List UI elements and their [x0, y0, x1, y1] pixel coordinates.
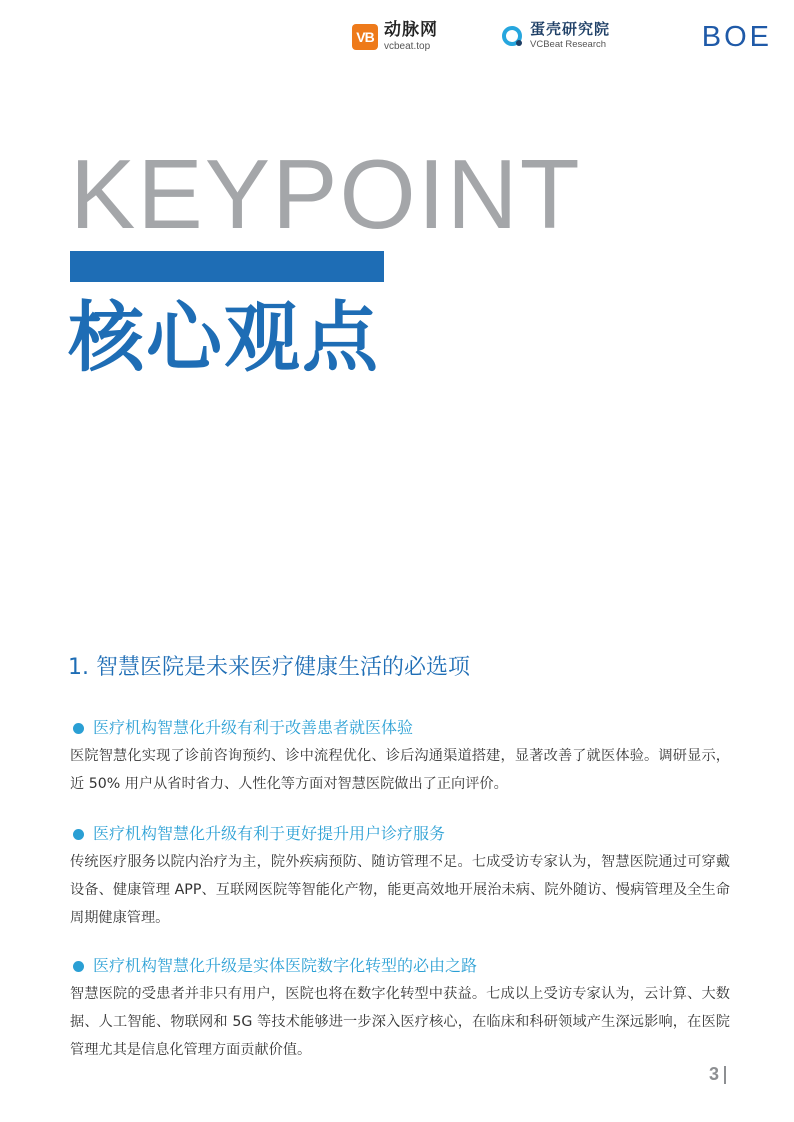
page-number-separator: [724, 1066, 726, 1084]
page-number-value: 3: [709, 1064, 720, 1084]
vcbeat-logo: [352, 22, 438, 52]
research-english-name: VCBeat Research: [530, 39, 607, 50]
keypoint-title: KEYPOINT: [70, 139, 582, 249]
vcbeat-research-logo: [500, 22, 610, 50]
research-logo-icon: [500, 24, 524, 48]
boe-logo: BOE: [701, 21, 772, 53]
keypoint-item-1: [70, 716, 730, 798]
header-logos: [352, 18, 772, 58]
keypoint-subtitle: [70, 954, 730, 978]
research-name: 蛋壳研究院: [530, 20, 611, 38]
keypoint-subtitle: [70, 716, 730, 740]
keypoint-item-2: [70, 822, 730, 932]
keypoint-body: 医院智慧化实现了诊前咨询预约、诊中流程优化、诊后沟通渠道搭建，显著改善了就医体验。调研显示，近 50% 用户从省时省力、人性化等方面对智慧医院做出了正向评价。: [70, 748, 730, 792]
keypoint-subtitle: [70, 822, 730, 846]
bullet-dot-icon: [73, 723, 84, 734]
keypoint-subtitle-text: 医疗机构智慧化升级是实体医院数字化转型的必由之路: [93, 956, 478, 975]
bullet-dot-icon: [73, 961, 84, 972]
vcbeat-name: 动脉网: [384, 20, 438, 40]
title-accent-bar: [70, 251, 384, 282]
bullet-dot-icon: [73, 829, 84, 840]
vcbeat-domain: vcbeat.top: [384, 41, 431, 52]
keypoint-body: 智慧医院的受患者并非只有用户，医院也将在数字化转型中获益。七成以上受访专家认为，云计算、大数据、人工智能、物联网和 5G 等技术能够进一步深入医疗核心，在临床和科研领域产生深远影响，在医院管理尤其是信息化管理方面贡献价值。: [70, 986, 730, 1058]
vcbeat-logo-icon: VB: [352, 24, 378, 50]
page-number: [709, 1064, 726, 1085]
keypoint-subtitle-text: 医疗机构智慧化升级有利于改善患者就医体验: [93, 718, 414, 737]
keypoint-subtitle-text: 医疗机构智慧化升级有利于更好提升用户诊疗服务: [93, 824, 446, 843]
keypoint-item-3: [70, 954, 730, 1064]
point-heading: 1. 智慧医院是未来医疗健康生活的必选项: [68, 655, 470, 680]
keypoint-body: 传统医疗服务以院内治疗为主，院外疾病预防、随访管理不足。七成受访专家认为，智慧医院通过可穿戴设备、健康管理 APP、互联网医院等智能化产物，能更高效地开展治未病、院外随访、慢病管理及全生命周期健康管理。: [70, 854, 730, 926]
core-viewpoint-title: 核心观点: [68, 293, 380, 382]
